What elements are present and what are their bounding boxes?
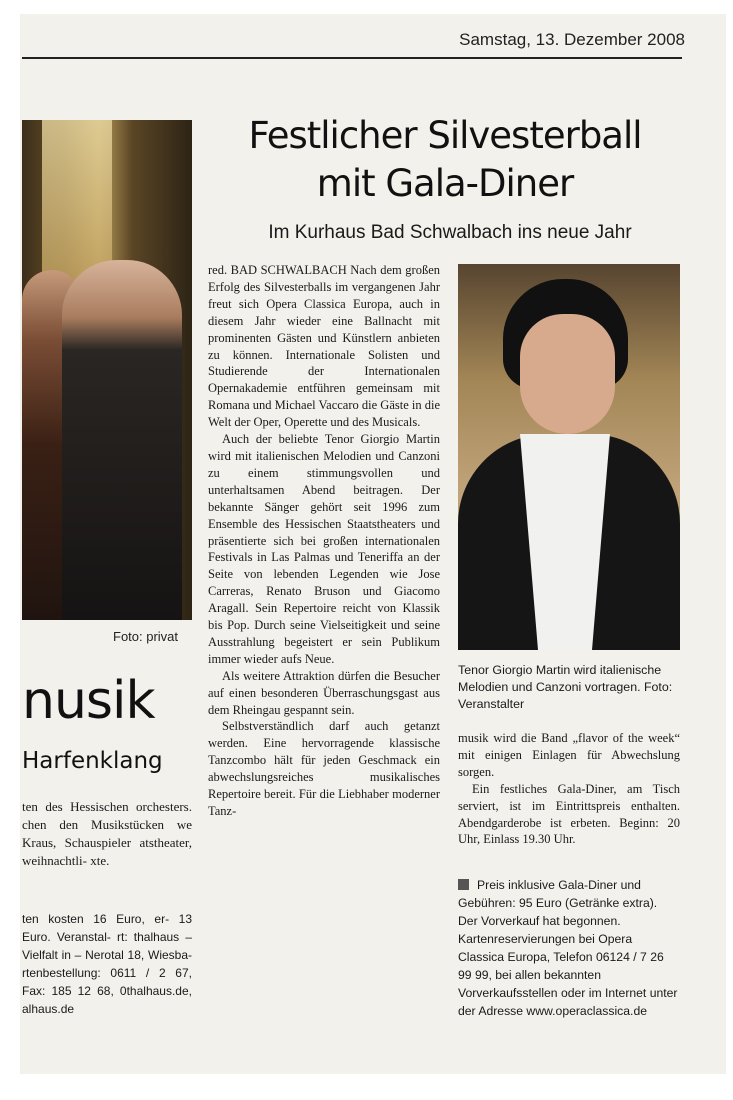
headline-line-2: mit Gala-Diner [316,162,574,205]
left-article-fragment-info: ten kosten 16 Euro, er- 13 Euro. Veranstal- rt: thalhaus – Vielfalt in – Nerotal 18, Wiesba- rtenbestellung: 0611 / 2 67, Fax: 185 12 68, 0thalhaus.de, alhaus.de [22,912,192,1016]
left-article-title-fragment: nusik [22,671,155,731]
article-paragraph: Selbstverständlich darf auch getanzt werden. Eine hervorragende klassische Tanzcombo hält für jeden Geschmack ein abwechslungsreiches musikalisches Repertoire bereit. Für die Liebhaber moderner Tanz- [208,719,440,818]
article-headline [210,112,680,208]
article-paragraph: Ein festliches Gala-Diner, am Tisch serviert, ist im Eintrittspreis enthalten. Abendgarderobe ist erbeten. Beginn: 20 Uhr, Einlass 19.30 Uhr. [458,781,680,847]
photo-caption: Tenor Giorgio Martin wird italienische Melodien und Canzoni vortragen. Foto: Veranstalter [458,663,673,711]
article-paragraph: red. BAD SCHWALBACH Nach dem großen Erfolg des Silvesterballs im vergangenen Jahr freut sich Opera Classica Europa, auch in diesem Jahr wieder eine Ballnacht mit prominenten Gästen und Künstlern anbieten zu können. Internationale Solisten und Studierende der Internationalen Opernakademie entführen gemeinsam mit Romana und Michael Vaccaro die Gäste in die Welt der Oper, Operette und des Musicals. [208,263,440,430]
left-article-fragment-text: ten des Hessischen orchesters. chen den Musikstücken we Kraus, Schauspieler atstheater, weihnachtli- xte. [22,799,192,868]
musician-figure [62,260,182,620]
article-column-2 [458,730,680,848]
issue-date: Samstag, 13. Dezember 2008 [459,30,685,49]
ticket-info-text: Preis inklusive Gala-Diner und Gebühren: 95 Euro (Getränke extra). Der Vorverkauf hat begonnen. Kartenreservierungen bei Opera Classica Europa, Telefon 06124 / 7 26 99 99, bei allen bekannten Vorverkaufsstellen oder im Internet unter der Adresse www.operaclassica.de [458,878,678,1018]
ticket-info-box [458,876,680,1020]
article-subheadline: Im Kurhaus Bad Schwalbach ins neue Jahr [268,222,632,243]
article-paragraph: Auch der beliebte Tenor Giorgio Martin wird mit italienischen Melodien und Canzoni zu einem stimmungsvollen und unterhaltsamen Abend beitragen. Der bekannte Sänger gehört seit 1996 zum Ensemble des Hessischen Staatstheaters und präsentierte sich bei großen internationalen Festivals in Las Palmas und Teneriffa an der Seite von lebenden Legenden wie Jose Carreras, Renato Bruson und Giacomo Aragall. Sein Repertoire reicht von Klassik bis Pop. Durch seine Vielseitigkeit und seine Ausstrahlung begeistert er sein Publikum immer wieder aufs Neue. [208,432,440,666]
article-paragraph: Als weitere Attraktion dürfen die Besucher auf einen besonderen Überraschungsgast aus dem Rheingau gespannt sein. [208,668,440,717]
header-rule [22,57,682,59]
article-column-1 [208,262,440,820]
face [520,314,615,434]
tenor-portrait-photo [458,264,680,650]
headline-line-1: Festlicher Silvesterball [248,114,642,157]
article-paragraph: musik wird die Band „flavor of the week“ mit einigen Einlagen für Abwechslung sorgen. [458,731,680,779]
left-photo-credit: Foto: privat [113,629,179,644]
left-article-subtitle-fragment: Harfenklang [22,748,163,774]
info-square-icon [458,879,469,890]
left-concert-photo [22,120,192,620]
